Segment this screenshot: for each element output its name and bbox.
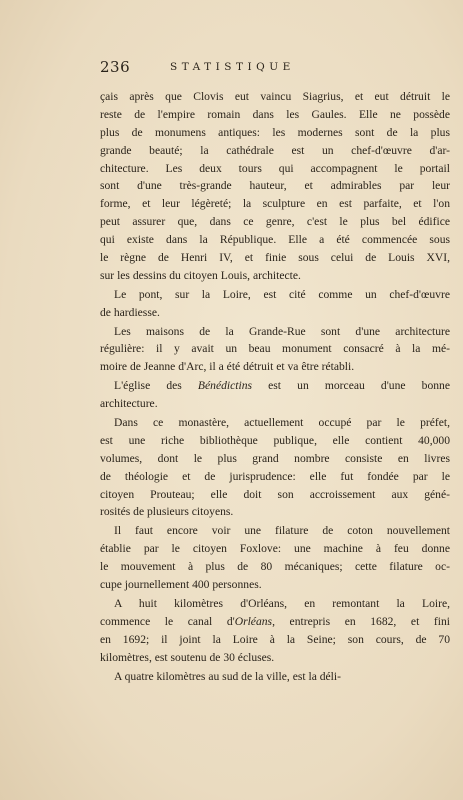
text-line: Les maisons de la Grande-Rue sont d'une architecture (114, 324, 450, 338)
text-line: kilomètres, est soutenu de 30 écluses. (100, 650, 275, 664)
text-line: çais après que Clovis eut vaincu Siagrius, et eut détruit le (100, 90, 450, 103)
text-line: chitecture. Les deux tours qui accompagnent le portail (100, 161, 450, 175)
text-line: Dans ce monastère, actuellement occupé par le préfet, (114, 416, 450, 430)
italic-term: Bénédictins (197, 379, 253, 393)
paragraph (100, 668, 450, 686)
text-line: peut assurer que, dans ce genre, c'est le plus bel édifice (100, 215, 450, 229)
text-line: plus de monumens antiques: les modernes sont de la plus (100, 125, 450, 139)
text-line: grande beauté; la cathédrale est un chef-d'œuvre d'ar- (100, 143, 450, 157)
text-line: sur les dessins du citoyen Louis, architecte. (100, 268, 301, 282)
body-text (100, 88, 450, 685)
text-line: régulière: il y avait un beau monument consacré à la mé- (100, 342, 450, 356)
text-line: Le pont, sur la Loire, est cité comme un chef-d'œuvre (114, 287, 450, 301)
text-line: qui existe dans la République. Elle a été commencée sous (100, 233, 450, 247)
text-line: sont d'une très-grande hauteur, et admirables par leur (100, 179, 450, 193)
paragraph (100, 88, 450, 285)
text-line: le mouvement à plus de 80 mécaniques; cette filature oc- (100, 560, 450, 574)
text-line: en 1692; il joint la Loire à la Seine; son cours, de 70 (100, 632, 450, 646)
running-title: STATISTIQUE (170, 61, 295, 73)
paragraph (100, 323, 450, 377)
page-header (100, 58, 450, 82)
text-line: moire de Jeanne d'Arc, il a été détruit et va être rétabli. (100, 360, 355, 374)
text-line: L'église des Bénédictins est un morceau d'une bonne (114, 379, 450, 393)
text-line: commence le canal d'Orléans, entrepris en 1682, et fini (100, 614, 450, 628)
text-line: rosités de plusieurs citoyens. (100, 505, 234, 519)
text-line: de théologie et de jurisprudence: elle fut fondée par le (100, 469, 450, 483)
text-line: reste de l'empire romain dans les Gaules. Elle ne possède (100, 107, 450, 121)
text-line: établie par le citoyen Foxlove: une machine à feu donne (100, 542, 450, 556)
paragraph (100, 595, 450, 667)
text-line: cupe journellement 400 personnes. (100, 578, 262, 592)
text-line: forme, et leur légèreté; la sculpture en est parfaite, et l'on (100, 197, 450, 211)
text-line: A quatre kilomètres au sud de la ville, est la déli- (114, 669, 341, 683)
paragraph (100, 286, 450, 322)
paragraph (100, 522, 450, 594)
text-line: est une riche bibliothèque publique, elle contient 40,000 (100, 433, 450, 447)
text-line: volumes, dont le plus grand nombre consiste en livres (100, 451, 450, 465)
paragraph (100, 377, 450, 413)
page-number: 236 (100, 58, 131, 76)
text-line: Il faut encore voir une filature de coton nouvellement (114, 524, 450, 538)
paragraph (100, 414, 450, 521)
italic-term: Orléans (234, 614, 273, 628)
text-line: de hardiesse. (100, 305, 160, 319)
text-line: le règne de Henri IV, et finie sous celui de Louis XVI, (100, 251, 450, 265)
text-line: citoyen Prouteau; elle doit son accroissement aux géné- (100, 487, 450, 501)
text-line: architecture. (100, 397, 158, 411)
text-line: A huit kilomètres d'Orléans, en remontant la Loire, (114, 596, 450, 610)
